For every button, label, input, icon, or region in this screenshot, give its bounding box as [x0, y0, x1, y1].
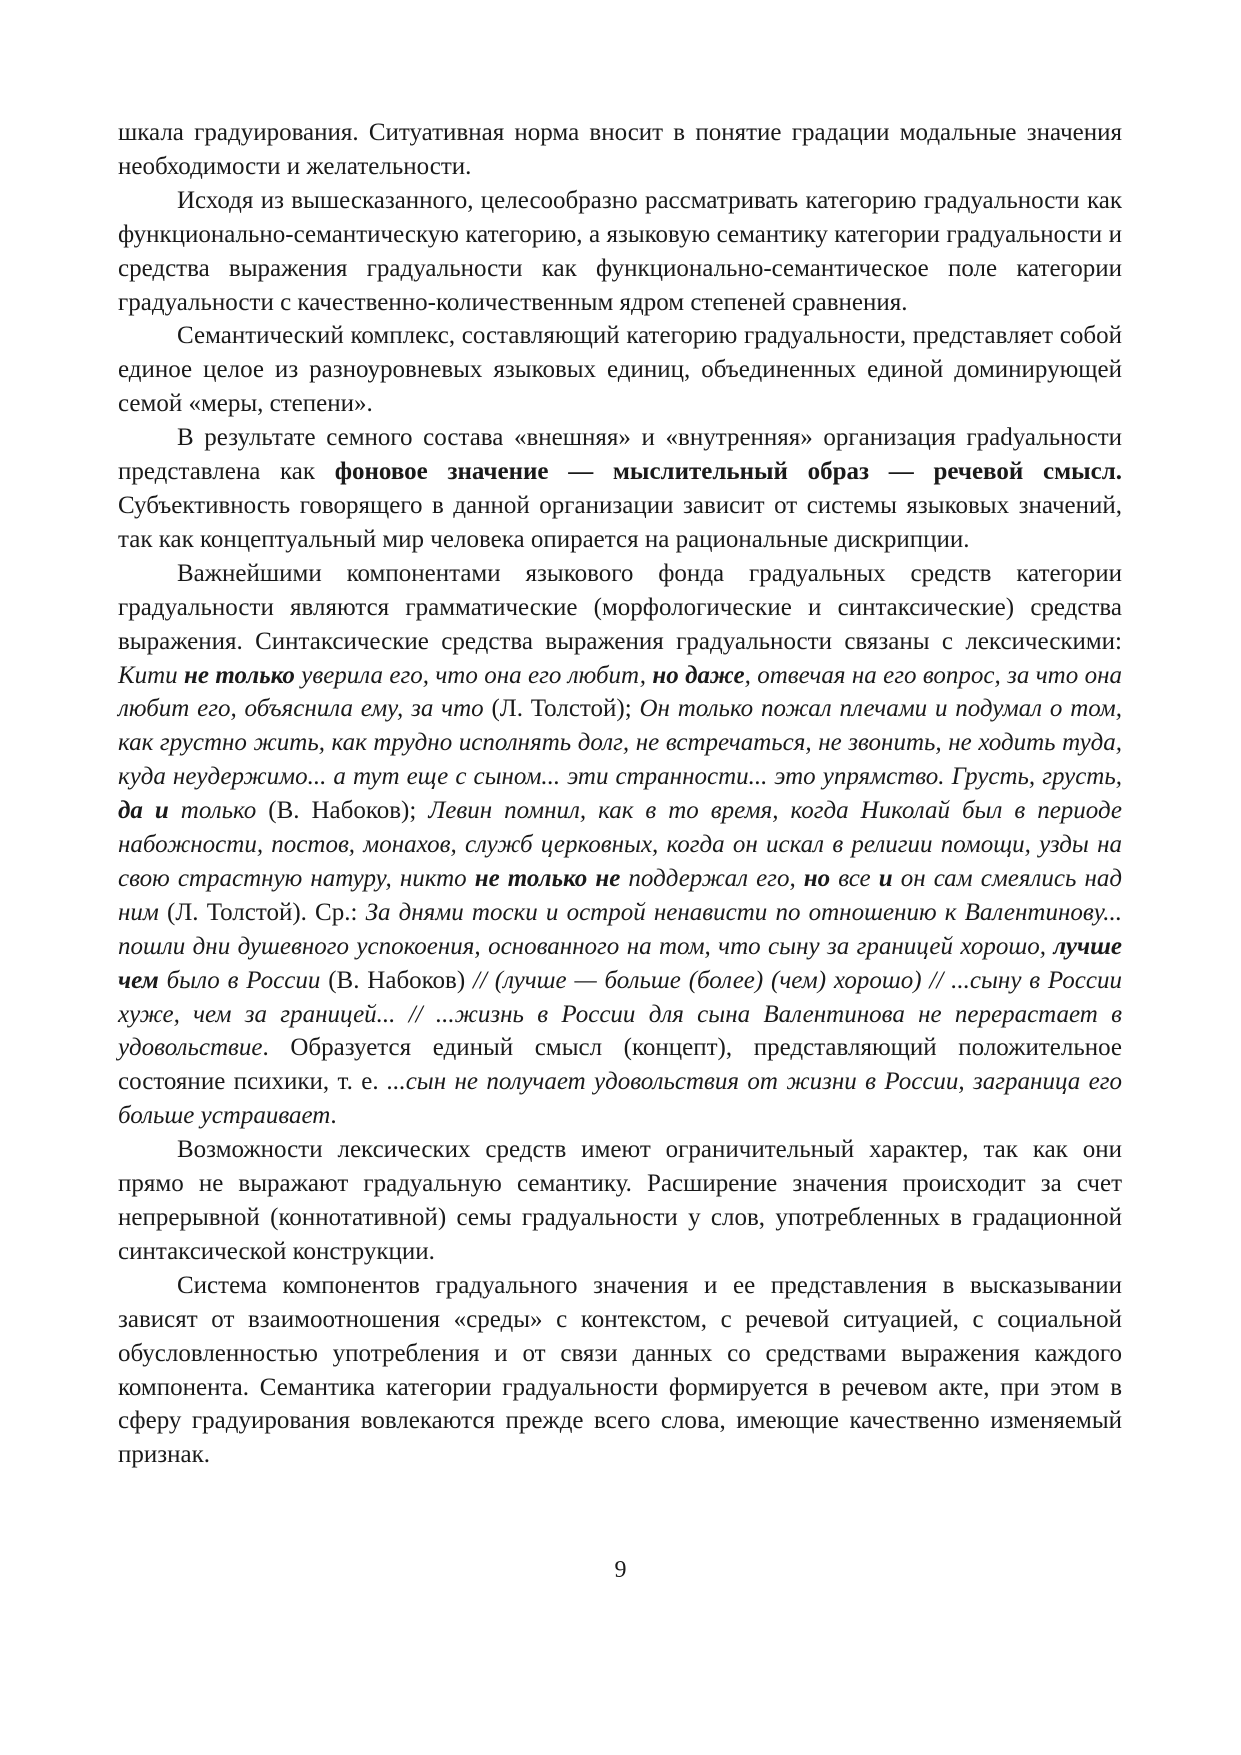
italic-run: Кити: [118, 661, 185, 689]
paragraph-5: [118, 557, 1122, 1133]
text-run: Семантический комплекс, составляющий категорию градуальности, представляет собой единое целое из разноуровневых языковых единиц, объединенных единой доминирующей семой «меры, степени».: [118, 322, 1122, 418]
page-number: 9: [614, 1557, 627, 1583]
italic-run: уверила его, что она его любит,: [294, 661, 653, 689]
text-run: (Л. Толстой). Ср.:: [158, 898, 366, 926]
italic-run: он сам смеялись над ним: [118, 864, 1123, 926]
text-run: (В. Набоков): [320, 966, 474, 994]
bold-italic-run: лучше чем: [118, 932, 1122, 994]
italic-run: , отвечая на его вопрос, за что она любит его, объяснила ему, за что: [118, 661, 1123, 723]
text-run: (Л. Толстой);: [483, 695, 640, 723]
italic-run: все: [830, 864, 879, 892]
italic-run: Левин помнил, как в то время, когда Николай был в периоде набожности, постов, монахов, служб церковных, когда он искал в религии помощи, узды на свою страстную натуру, никто: [118, 797, 1123, 892]
bold-italic-run: не только: [184, 661, 295, 689]
italic-run: За днями тоски и острой ненависти по отношению к Валентинову... пошли дни душевного успокоения, основанного на том, что сыну за границей хорошо,: [118, 898, 1122, 960]
text-run: . Образуется единый смысл (концепт), представляющий положительное состояние психики, т. е.: [118, 1034, 1122, 1096]
bold-run: фоновое значение — мыслительный образ — речевой смысл.: [334, 458, 1122, 486]
text-run: Важнейшими компонентами языкового фонда градуальных средств категории градуальности являются грамматические (морфологические и синтаксические) средства выражения. Синтаксические средства выражения градуальности связаны с лексическими:: [118, 559, 1122, 655]
italic-run: только: [168, 797, 257, 825]
paragraph-2: [118, 184, 1122, 320]
text-run: Исходя из вышесказанного, целесообразно рассматривать категорию градуальности как функционально-семантическую категорию, а языковую семантику категории градуальности и средства выражения градуальности как функционально-семантическое поле категории градуальности с качественно-количественным ядром степеней сравнения.: [118, 186, 1122, 316]
italic-run: Он только пожал плечами и подумал о том, как грустно жить, как трудно исполнять долг, не встречаться, не звонить, не ходить туда, куда неудержимо... а тут еще с сыном... эти странности... это упрямство. Грусть, грусть,: [118, 695, 1122, 791]
text-run: (В. Набоков);: [256, 797, 429, 825]
paragraph-1: [118, 116, 1122, 184]
bold-italic-run: и: [878, 864, 893, 892]
italic-run: было в России: [158, 966, 321, 994]
italic-run: // (лучше — больше (более) (чем) хорошо) // ...сыну в России хуже, чем за границей... // ...жизнь в России для сына Валентинова не перерастает в удовольствие: [118, 966, 1122, 1062]
text-run: Возможности лексических средств имеют ограничительный характер, так как они прямо не выражают градуальную семантику. Расширение значения происходит за счет непрерывной (коннотативной) семы градуальности у слов, употребленных в градационной синтаксической конструкции.: [118, 1136, 1122, 1265]
text-run: В результате семного состава «внешняя» и «внутренняя» организация граdуальности представлена как: [118, 424, 1122, 486]
bold-italic-run: но даже: [652, 661, 745, 689]
text-run: .: [330, 1102, 337, 1130]
paragraph-7: [118, 1269, 1122, 1472]
bold-italic-run: не только не: [474, 864, 621, 892]
paragraph-4: [118, 421, 1122, 557]
paragraph-6: [118, 1133, 1122, 1269]
text-run: Субъективность говорящего в данной организации зависит от системы языковых значений, так как концептуальный мир человека опирается на рациональные дискрипции.: [118, 491, 1122, 553]
italic-run: поддержал его,: [620, 864, 804, 892]
bold-italic-run: но: [803, 864, 831, 892]
bold-italic-run: да и: [118, 797, 169, 825]
italic-run: ...сын не получает удовольствия от жизни в России, заграница его больше устраивает: [118, 1068, 1122, 1130]
document-body: [118, 116, 1122, 1472]
text-run: Система компонентов градуального значения и ее представления в высказывании зависят от взаимоотношения «среды» с контекстом, с речевой ситуацией, с социальной обусловленностью употребления и от связи данных со средствами выражения каждого компонента. Семантика категории градуальности формируется в речевом акте, при этом в сферу градуирования вовлекаются прежде всего слова, имеющие качественно изменяемый признак.: [118, 1271, 1122, 1469]
paragraph-3: [118, 319, 1122, 421]
text-run: шкала градуирования. Ситуативная норма вносит в понятие градации модальные значения необходимости и желательности.: [118, 119, 1122, 180]
